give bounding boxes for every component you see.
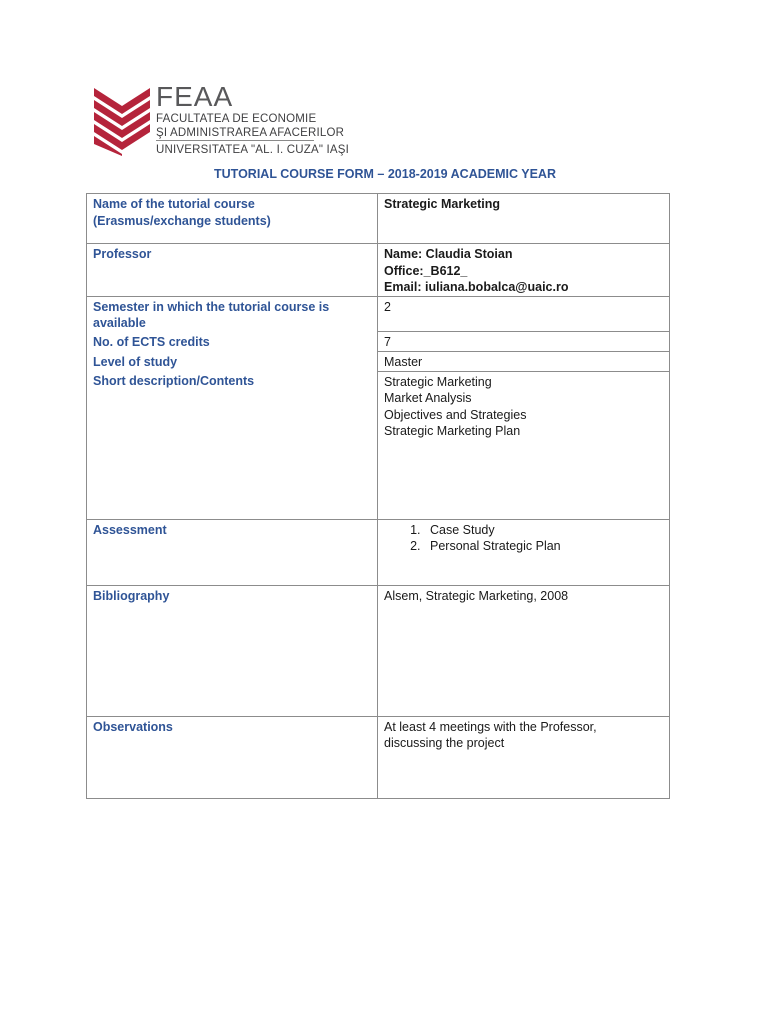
professor-name: Name: Claudia Stoian xyxy=(384,247,513,261)
table-row xyxy=(87,585,670,716)
feaa-book-logo-icon xyxy=(92,86,150,156)
professor-email: Email: iuliana.bobalca@uaic.ro xyxy=(384,280,569,295)
observations-line2: discussing the project xyxy=(384,736,505,751)
level-value: Master xyxy=(378,352,670,372)
table-row xyxy=(87,332,670,352)
observations-value xyxy=(378,716,670,798)
table-row xyxy=(87,194,670,244)
ects-value: 7 xyxy=(378,332,670,352)
assessment-value xyxy=(378,519,670,585)
course-name-label-line1: Name of the tutorial course xyxy=(93,197,255,211)
observations-line1: At least 4 meetings with the Professor, xyxy=(384,719,597,734)
course-name-label xyxy=(87,194,378,244)
faculty-logo xyxy=(92,81,350,164)
bibliography-label: Bibliography xyxy=(87,585,378,716)
ects-label: No. of ECTS credits xyxy=(87,332,378,352)
semester-value: 2 xyxy=(378,296,670,332)
assessment-label: Assessment xyxy=(87,519,378,585)
semester-label xyxy=(87,296,378,332)
description-label: Short description/Contents xyxy=(87,371,378,519)
description-item: Objectives and Strategies xyxy=(384,407,527,422)
table-row xyxy=(87,716,670,798)
course-name-label-line2: (Erasmus/exchange students) xyxy=(93,213,271,228)
bibliography-value: Alsem, Strategic Marketing, 2008 xyxy=(378,585,670,716)
assessment-item: 1. Case Study xyxy=(424,522,662,539)
table-row xyxy=(87,352,670,372)
table-row xyxy=(87,519,670,585)
professor-label: Professor xyxy=(87,244,378,297)
assessment-list xyxy=(384,522,662,555)
description-item: Market Analysis xyxy=(384,391,472,406)
page-title: TUTORIAL COURSE FORM – 2018-2019 ACADEMIC YEAR xyxy=(214,167,556,181)
table-row xyxy=(87,244,670,297)
assessment-item: 2. Personal Strategic Plan xyxy=(424,538,662,555)
logo-name: FEAA xyxy=(156,81,234,112)
description-item: Strategic Marketing Plan xyxy=(384,424,521,439)
description-value xyxy=(378,371,670,519)
logo-line-2: ŞI ADMINISTRAREA AFACERILOR xyxy=(156,127,345,139)
logo-line-3: UNIVERSITATEA "AL. I. CUZA" IAŞI xyxy=(156,144,350,156)
level-label: Level of study xyxy=(87,352,378,372)
logo-line-1: FACULTATEA DE ECONOMIE xyxy=(156,113,317,125)
course-name-value: Strategic Marketing xyxy=(378,194,670,244)
description-item: Strategic Marketing xyxy=(384,374,492,389)
semester-label-line2: available xyxy=(93,316,146,331)
professor-details xyxy=(378,244,670,297)
logo-divider xyxy=(156,140,314,141)
course-form-table xyxy=(86,193,670,799)
semester-label-line1: Semester in which the tutorial course is xyxy=(93,299,330,314)
table-row xyxy=(87,371,670,519)
professor-office: Office:_B612_ xyxy=(384,263,468,278)
table-row xyxy=(87,296,670,332)
observations-label: Observations xyxy=(87,716,378,798)
